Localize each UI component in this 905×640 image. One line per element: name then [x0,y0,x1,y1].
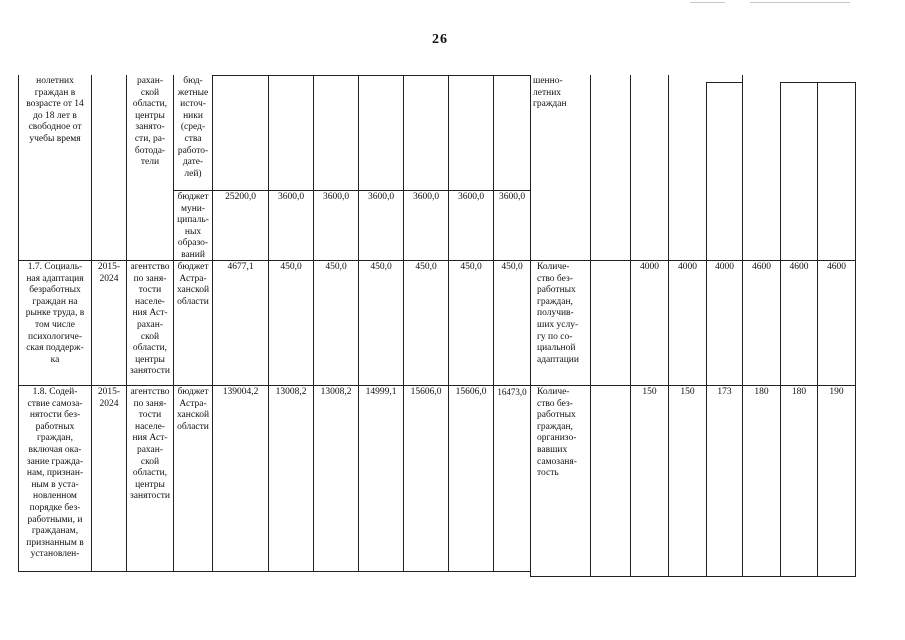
r17-years-cell: 2015- 2024 [91,260,126,385]
r18-val-0: 139004,2 [212,385,268,572]
r18-target-5: 190 [817,385,856,577]
cont-target-4 [780,82,817,260]
cont-val1-0 [212,75,268,190]
r18-val-6: 16473,0 [493,385,530,572]
r17-target-0: 4000 [630,260,668,385]
cont-val1-5 [448,75,493,190]
r17-indicator-cell: Количе- ство без- работных граждан, получив- ших услу- гу по со- циальной адаптации [530,260,590,385]
cont-source-1: бюд- жетные источ- ники (сред- ства работо- дате- лей) [173,75,212,190]
cont-executor-cell: рахан- ской области, центры занято- сти, ра- ботода- тели [126,75,173,260]
cont-val1-4 [403,75,448,190]
r17-target-5: 4600 [817,260,856,385]
r17-source-cell: бюджет Астра- ханской области [173,260,212,385]
r18-indicator-cell: Количе- ство без- работных граждан, организо- вавших самозаня- тость [530,385,590,577]
cont-val1-6 [493,75,530,190]
r17-val-1: 450,0 [268,260,313,385]
r17-val-6: 450,0 [493,260,530,385]
cont-val1-2 [313,75,358,190]
cont-val2-4: 3600,0 [403,190,448,260]
cont-target-5 [817,82,856,260]
r17-name-cell: 1.7. Социаль- ная адаптация безработных граждан на рынке труда, в том числе психологиче- ская поддерж- ка [18,260,91,385]
r18-val-2: 13008,2 [313,385,358,572]
cont-val1-1 [268,75,313,190]
r18-source-cell: бюджет Астра- ханской области [173,385,212,572]
r18-target-1: 150 [668,385,706,577]
r18-val-4: 15606,0 [403,385,448,572]
cont-val2-5: 3600,0 [448,190,493,260]
cont-target-0 [630,75,668,260]
cont-val2-3: 3600,0 [358,190,403,260]
cont-indicator-cell: шенно- летних граждан [530,75,590,260]
r17-target-2: 4000 [706,260,742,385]
cont-val2-6: 3600,0 [493,190,530,260]
r18-target-4: 180 [780,385,817,577]
r18-val-5: 15606,0 [448,385,493,572]
cont-val2-2: 3600,0 [313,190,358,260]
r17-executor-cell: агентство по заня- тости населе- ния Аст- рахан- ской области, центры занятости [126,260,173,385]
r17-target-1: 4000 [668,260,706,385]
r17-val-0: 4677,1 [212,260,268,385]
r17-base-cell [590,260,630,385]
r18-base-cell [590,385,630,577]
r18-target-0: 150 [630,385,668,577]
r18-target-3: 180 [742,385,780,577]
cont-base-cell [590,75,630,260]
r17-val-4: 450,0 [403,260,448,385]
r18-target-2: 173 [706,385,742,577]
cont-val2-0: 25200,0 [212,190,268,260]
cont-source-2: бюджет муни- ципаль- ных образо- ваний [173,190,212,260]
r17-val-2: 450,0 [313,260,358,385]
r17-val-5: 450,0 [448,260,493,385]
page-number: 26 [432,32,448,47]
r18-val-1: 13008,2 [268,385,313,572]
r18-executor-cell: агентство по заня- тости населе- ния Аст- рахан- ской области, центры занятости [126,385,173,572]
cont-name-cell: нолетних граждан в возрасте от 14 до 18 лет в свободное от учебы время [18,75,91,260]
r18-years-cell: 2015- 2024 [91,385,126,572]
cont-val2-1: 3600,0 [268,190,313,260]
r18-val-3: 14999,1 [358,385,403,572]
cont-target-3 [742,75,780,260]
r17-target-3: 4600 [742,260,780,385]
r17-val-3: 450,0 [358,260,403,385]
cont-years-cell [91,75,126,260]
cont-target-2 [706,82,742,260]
r18-name-cell: 1.8. Содей- ствие самоза- нятости без- работных граждан, включая ока- зание гражда- нам, признан- ным в уста- новленном порядке без- работными, и гражданам, признанным в установлен- [18,385,91,572]
cont-val1-3 [358,75,403,190]
r17-target-4: 4600 [780,260,817,385]
cont-target-1 [668,75,706,260]
